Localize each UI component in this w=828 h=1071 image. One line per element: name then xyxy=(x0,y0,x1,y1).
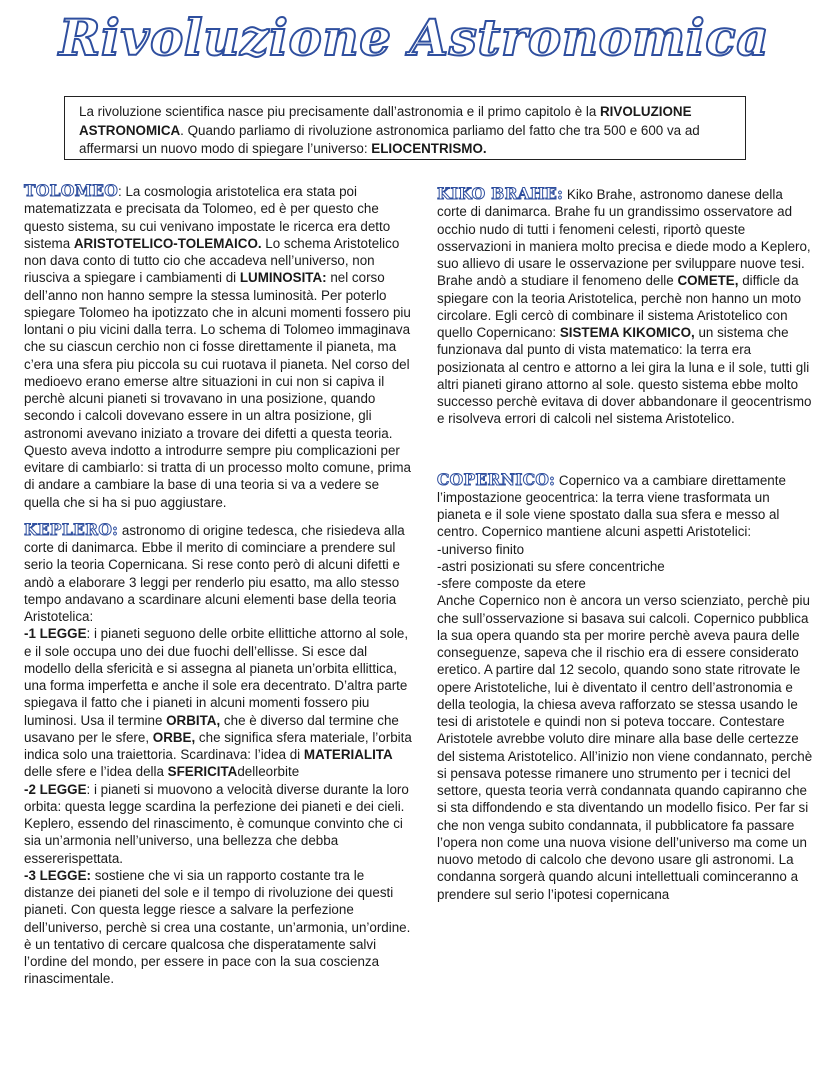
bold-term: SISTEMA KIKOMICO, xyxy=(559,325,695,340)
intro-box xyxy=(64,96,746,160)
body-text: sostiene che vi sia un rapporto costante tra le distanze dei pianeti del sole e il tempo di rivoluzione dei questi pianeti. Con questa legge riesce a salvare la perfezione dell’universo, perchè si crea una costante, un’armonia, un’ordine. è un tentativo di cercare qualcosa che disperatamente salvi l’ordine del mondo, per essere in pace con la sua coscienza rinascimentale. xyxy=(24,867,411,987)
body-text: : La cosmologia aristotelica era stata poi matematizzata e precisata da Tolomeo, ed è per questo che questo sistema, su cui venivano impostate le ricerca era detto sistema xyxy=(24,184,391,251)
section-heading-brahe: KIKO BRAHE: xyxy=(437,184,564,203)
body-text: Anche Copernico non è ancora un verso scienziato, perchè piu che sull’osservazione si basava sui calcoli. Copernico pubblica la sua opera quando sta per morire perchè aveva paura delle conseguenze, sapeva che il rischio era di essere considerato eretico. A partire dal 12 secolo, quando sono state ritrovate le opere Aristoteliche, lui è diventato il centro dell’astronomia e della teologia, la chiesa aveva rafforzato se stessa usando le tesi di aristotele e quindi non si poteva toccare. Contestare Aristotele avrebbe voluto dire minare alla base delle certezze del sistema Aristotelico. All’inizio non viene condannato, perchè si pensava potesse rimanere uno strumento per i tecnici del settore, questa teoria verrà condannata quando capiranno che si sta diffondendo e sta diventando un modello fisico. Per far si che non venga subito condannata, il pubblicatore fa passare l’opera non come una nuova visione dell’universo ma come un nuovo metodo di calcolo che devono usare gli astronomi. La condanna sorgerà quando alcuni intellettuali cominceranno a prendere sul serio l’ipotesi copernicana xyxy=(437,593,813,902)
body-text: Lo schema Aristotelico non dava conto di tutto cio che accadeva nell’universo, non riusciva a spiegare i cambiamenti di xyxy=(24,235,400,286)
section-copernico xyxy=(437,471,815,903)
list-item: -universo finito xyxy=(437,541,525,557)
body-text: Copernico va a cambiare direttamente l’impostazione geocentrica: la terra viene trasformata un pianeta e il sole viene spostato dalla sua sfera e messo al centro. Copernico mantiene alcuni aspetti Aristotelici: xyxy=(437,472,786,540)
body-text: : i pianeti si muovono a velocità diverse durante la loro orbita: questa legge scardina la perfezione dei pianeti e dei cieli. Keplero, essendo del rinascimento, è comunque convinto che ci sia un’armonia nell’universo, una bellezza che debba essererispettata. xyxy=(24,781,409,866)
body-text: delleorbite xyxy=(237,764,300,780)
bold-term: COMETE, xyxy=(677,273,739,289)
bold-term: LUMINOSITA: xyxy=(239,270,327,286)
right-column xyxy=(437,185,815,903)
section-heading-copernico: COPERNICO: xyxy=(437,469,556,489)
left-column xyxy=(24,182,416,988)
law-label: -1 LEGGE xyxy=(24,626,87,642)
body-text: che è diverso dal termine che usavano per le sfere, xyxy=(24,712,399,745)
body-text: : i pianeti seguono delle orbite ellittiche attorno al sole, e il sole occupa uno dei due fuochi dell’ellisse. Si esce dal modello della sfericità e si assegna al pianeta un’orbita ellittica, una forma imperfetta e anche il sole era decentrato. D’altra parte spiegava il fatto che i pianeti in alcuni momenti fossero piu luminosi. Usa il termine xyxy=(24,626,409,728)
body-text: un sistema che funzionava dal punto di vista matematico: la terra era posizionata al centro e attorno a lei gira la luna e il sole, tutti gli altri pianeti girano attorno al sole. questo sistema ebbe molto successo perchè evitava di dover abbandonare il geocentrismo e risolveva errori di calcoli nel sistema Aristotelico. xyxy=(437,325,812,427)
bold-term: ORBE, xyxy=(152,729,196,745)
body-text: Kiko Brahe, astronomo danese della corte di danimarca. Brahe fu un grandissimo osservatore ad occhio nudo di tutti i fenomeni celesti, riportò queste osservazioni in maniera molto precisa e diede modo a Keplero, suo allievo di usare le osservazione per sviluppare nuove tesi. Brahe andò a studiare il fenomeno delle xyxy=(437,187,811,289)
intro-text: . Quando parliamo di rivoluzione astronomica parliamo del fatto che tra 500 e 600 va ad affermarsi un nuovo modo di spiegare l’universo: xyxy=(79,122,700,157)
bold-term: ORBITA, xyxy=(166,712,221,728)
law-label: -3 LEGGE: xyxy=(24,867,91,883)
section-keplero xyxy=(24,521,416,988)
bold-term: ARISTOTELICO-TOLEMAICO. xyxy=(73,235,262,251)
section-heading-tolomeo: TOLOMEO xyxy=(24,181,119,200)
body-text: difficle da spiegare con la teoria Aristotelica, perchè non hanno un moto circolare. Egli cercò di combinare il sistema Aristotelico con quello Copernicano: xyxy=(437,273,802,340)
intro-bold-term: ELIOCENTRISMO. xyxy=(371,141,487,157)
intro-text: La rivoluzione scientifica nasce piu precisamente dall’astronomia e il primo capitolo è la xyxy=(79,104,601,119)
body-text: astronomo di origine tedesca, che risiedeva alla corte di danimarca. Ebbe il merito di cominciare a prendere sul serio la teoria Copernicana. Si rese conto però di alcuni difetti e andò a elaborare 3 leggi per renderlo piu esatto, ma allo stesso tempo andavano a scardinare alcuni elementi base della teoria Aristotelica: xyxy=(24,522,405,624)
body-text: delle sfere e l’idea della xyxy=(24,764,168,780)
law-label: -2 LEGGE xyxy=(24,781,87,797)
body-text: nel corso dell’anno non hanno sempre la stessa luminosità. Per poterlo spiegare Tolomeo ha ipotizzato che in alcuni momenti fossero piu lontani o piu vicini dalla terra. Lo schema di Tolomeo immaginava che su ciascun cerchio non ci fosse direttamente il pianeta, ma c’era una sfera piu piccola su cui ruotava il pianeta. Nel corso del medioevo erano emerse altre situazioni in cui non si capiva il perchè alcuni pianeti si trovavano in una posizione, quando secondo i calcoli dovevano essere in un altra posizione, gli astronomi avevano iniziato a trovare dei difetti a questa teoria. Questo aveva indotto a introdurre sempre piu complicazioni per evitare di cambiarlo: si tratta di un processo molto comune, prima di andare a cambiare la base di una teoria si va a vedere se quella che si ha si puo aggiustare. xyxy=(24,270,412,510)
section-brahe xyxy=(437,185,815,428)
intro-bold-term: RIVOLUZIONE ASTRONOMICA xyxy=(79,104,692,138)
list-item: -astri posizionati su sfere concentriche xyxy=(437,558,665,574)
bold-term: MATERIALITA xyxy=(303,747,393,762)
body-text: che significa sfera materiale, l’orbita indica solo una traiettoria. Scardinava: l’idea di xyxy=(24,729,412,762)
bold-term: SFERICITA xyxy=(167,764,238,780)
section-heading-keplero: KEPLERO: xyxy=(24,519,119,539)
page-title: Rivoluzione Astronomica xyxy=(58,8,770,67)
list-item: -sfere composte da etere xyxy=(437,576,586,591)
section-tolomeo xyxy=(24,182,416,511)
